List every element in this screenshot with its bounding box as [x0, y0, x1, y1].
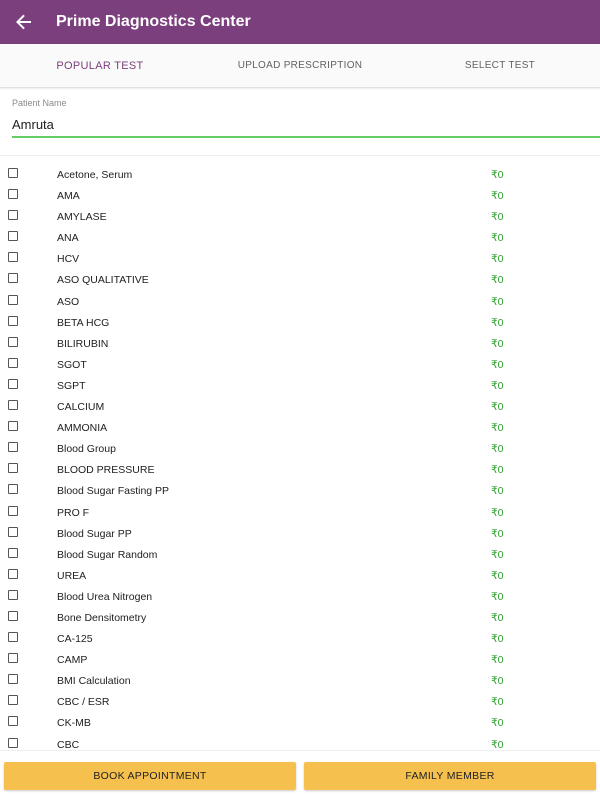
test-checkbox[interactable]: [8, 674, 18, 684]
page-title: Prime Diagnostics Center: [56, 13, 251, 30]
test-price: ₹0: [491, 569, 504, 582]
test-row[interactable]: [0, 291, 600, 312]
test-checkbox[interactable]: [8, 400, 18, 410]
tab-popular-test[interactable]: POPULAR TEST: [56, 59, 144, 72]
test-name: UREA: [57, 569, 87, 582]
test-checkbox[interactable]: [8, 358, 18, 368]
test-checkbox[interactable]: [8, 252, 18, 262]
test-name: BILIRUBIN: [57, 337, 109, 350]
test-price: ₹0: [491, 506, 504, 519]
test-row[interactable]: [0, 628, 600, 649]
test-name: ASO: [57, 295, 80, 308]
test-checkbox[interactable]: [8, 590, 18, 600]
test-row[interactable]: [0, 586, 600, 607]
test-name: BMI Calculation: [57, 675, 131, 688]
test-checkbox[interactable]: [8, 695, 18, 705]
test-price: ₹0: [491, 548, 504, 561]
test-checkbox[interactable]: [8, 653, 18, 663]
test-name: ASO QUALITATIVE: [57, 274, 149, 287]
test-checkbox[interactable]: [8, 527, 18, 537]
test-row[interactable]: [0, 565, 600, 586]
app-bar: [0, 0, 600, 44]
test-checkbox[interactable]: [8, 316, 18, 326]
test-price: ₹0: [491, 696, 504, 709]
test-name: AMA: [57, 190, 80, 203]
test-checkbox[interactable]: [8, 484, 18, 494]
test-checkbox[interactable]: [8, 611, 18, 621]
test-checkbox[interactable]: [8, 337, 18, 347]
test-price: ₹0: [491, 401, 504, 414]
test-name: BLOOD PRESSURE: [57, 464, 155, 477]
test-price: ₹0: [491, 211, 504, 224]
test-price: ₹0: [491, 169, 504, 181]
test-name: Blood Sugar Random: [57, 548, 158, 561]
test-checkbox[interactable]: [8, 210, 18, 220]
test-price: ₹0: [491, 422, 504, 435]
test-name: Blood Group: [57, 443, 116, 456]
test-price: ₹0: [491, 527, 504, 540]
test-row[interactable]: [0, 206, 600, 227]
test-checkbox[interactable]: [8, 738, 18, 748]
test-price: ₹0: [491, 464, 504, 477]
test-row[interactable]: [0, 417, 600, 438]
tab-bar: [0, 44, 600, 88]
test-price: ₹0: [491, 738, 504, 750]
arrow-left-icon: [16, 14, 32, 30]
test-checkbox[interactable]: [8, 569, 18, 579]
test-row[interactable]: [0, 312, 600, 333]
test-price: ₹0: [491, 654, 504, 667]
test-checkbox[interactable]: [8, 168, 18, 178]
test-checkbox[interactable]: [8, 548, 18, 558]
test-row[interactable]: [0, 670, 600, 691]
test-price: ₹0: [491, 379, 504, 392]
test-row[interactable]: [0, 459, 600, 480]
test-row[interactable]: [0, 333, 600, 354]
test-price: ₹0: [491, 358, 504, 371]
test-price: ₹0: [491, 190, 504, 203]
test-checkbox[interactable]: [8, 716, 18, 726]
test-row[interactable]: [0, 164, 600, 185]
test-row[interactable]: [0, 523, 600, 544]
test-name: AMMONIA: [57, 422, 108, 435]
test-name: CK-MB: [57, 717, 91, 730]
book-appointment-button[interactable]: BOOK APPOINTMENT: [4, 762, 296, 790]
test-row[interactable]: [0, 734, 600, 750]
test-list: [0, 164, 600, 750]
test-name: BETA HCG: [57, 316, 110, 329]
test-checkbox[interactable]: [8, 442, 18, 452]
test-price: ₹0: [491, 253, 504, 266]
test-row[interactable]: [0, 227, 600, 248]
test-row[interactable]: [0, 480, 600, 501]
test-name: Blood Sugar Fasting PP: [57, 485, 170, 498]
test-row[interactable]: [0, 375, 600, 396]
test-name: Blood Urea Nitrogen: [57, 590, 153, 603]
test-checkbox[interactable]: [8, 632, 18, 642]
test-row[interactable]: [0, 544, 600, 565]
test-name: CA-125: [57, 633, 93, 646]
test-name: PRO F: [57, 506, 90, 519]
test-name: Blood Sugar PP: [57, 527, 132, 540]
test-price: ₹0: [491, 232, 504, 245]
test-price: ₹0: [491, 295, 504, 308]
test-price: ₹0: [491, 485, 504, 498]
test-price: ₹0: [491, 675, 504, 688]
test-name: CAMP: [57, 654, 88, 667]
test-checkbox[interactable]: [8, 379, 18, 389]
test-price: ₹0: [491, 590, 504, 603]
test-name: SGOT: [57, 358, 87, 371]
test-checkbox[interactable]: [8, 231, 18, 241]
test-row[interactable]: [0, 354, 600, 375]
test-row[interactable]: [0, 691, 600, 712]
test-price: ₹0: [491, 274, 504, 287]
test-price: ₹0: [491, 611, 504, 624]
test-name: HCV: [57, 253, 80, 266]
test-name: Acetone, Serum: [57, 169, 133, 181]
test-checkbox[interactable]: [8, 189, 18, 199]
test-row[interactable]: [0, 248, 600, 269]
test-row[interactable]: [0, 269, 600, 290]
test-name: ANA: [57, 232, 79, 245]
test-name: Bone Densitometry: [57, 611, 147, 624]
test-name: SGPT: [57, 379, 86, 392]
test-row[interactable]: [0, 649, 600, 670]
test-row[interactable]: [0, 502, 600, 523]
test-row[interactable]: [0, 607, 600, 628]
test-name: AMYLASE: [57, 211, 107, 224]
family-member-button[interactable]: FAMILY MEMBER: [304, 762, 596, 790]
test-row[interactable]: [0, 438, 600, 459]
test-checkbox[interactable]: [8, 463, 18, 473]
back-button[interactable]: [0, 0, 48, 44]
test-checkbox[interactable]: [8, 506, 18, 516]
test-row[interactable]: [0, 396, 600, 417]
test-name: CBC / ESR: [57, 696, 110, 709]
test-price: ₹0: [491, 337, 504, 350]
test-row[interactable]: [0, 712, 600, 733]
tab-select-test[interactable]: SELECT TEST: [464, 60, 536, 71]
patient-name-input[interactable]: [12, 112, 600, 138]
test-price: ₹0: [491, 443, 504, 456]
patient-name-label: Patient Name: [12, 98, 67, 108]
test-checkbox[interactable]: [8, 273, 18, 283]
tab-upload-prescription[interactable]: UPLOAD PRESCRIPTION: [237, 60, 363, 71]
test-name: CBC: [57, 738, 80, 750]
patient-name-section: [0, 90, 600, 156]
test-name: CALCIUM: [57, 401, 105, 414]
test-checkbox[interactable]: [8, 421, 18, 431]
test-price: ₹0: [491, 316, 504, 329]
bottom-action-bar: [0, 750, 600, 800]
test-row[interactable]: [0, 185, 600, 206]
test-checkbox[interactable]: [8, 295, 18, 305]
test-price: ₹0: [491, 633, 504, 646]
test-price: ₹0: [491, 717, 504, 730]
